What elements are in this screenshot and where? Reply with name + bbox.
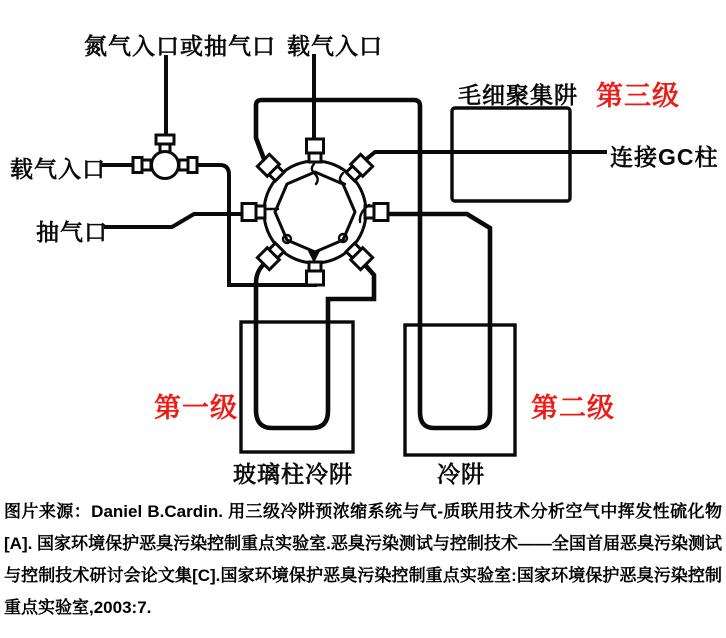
carrier-inlet-left-label: 载气入口	[10, 156, 106, 182]
gc-column-label: 连接GC柱	[610, 144, 719, 170]
carrier-inlet-top-label: 载气入口	[287, 33, 383, 59]
stage-one-label: 第一级	[154, 393, 238, 423]
glass-column-trap-label: 玻璃柱冷阱	[233, 461, 353, 487]
rotary-valve-port-bottom	[307, 262, 324, 285]
capillary-trap-box	[452, 108, 570, 201]
stage-two-label: 第二级	[531, 393, 615, 423]
three-way-valve	[133, 135, 197, 179]
three-way-valve-body	[152, 152, 179, 179]
trap2-loop-line	[256, 100, 490, 428]
rotary-valve-port-top	[307, 139, 324, 162]
three-way-valve-right-fitting	[188, 158, 197, 173]
rotary-valve-port-left	[242, 204, 265, 221]
rotary-valve	[242, 139, 388, 285]
cold-trap-label: 冷阱	[437, 461, 485, 487]
stage-three-label: 第三级	[596, 81, 680, 111]
trap1-loop-line	[256, 264, 374, 428]
capillary-trap-label: 毛细聚集阱	[458, 82, 578, 108]
vacuum-port-label: 抽气口	[36, 219, 108, 245]
vacuum-line	[106, 214, 243, 227]
nitrogen-inlet-label: 氮气入口或抽气口	[84, 33, 276, 59]
figure-source-caption: 图片来源：Daniel B.Cardin. 用三级冷阱预浓缩系统与气-质联用技术分析空气中挥发性硫化物[A]. 国家环境保护恶臭污染控制重点实验室.恶臭污染测试与控制技术——全国首届恶臭污染测试与控制技术研讨会论文集[C].国家环境保护恶臭污染控制重点实验室:国家环境保护恶臭污染控制重点实验室,2003:7.	[4, 502, 722, 617]
three-way-valve-left-neck	[142, 160, 151, 170]
